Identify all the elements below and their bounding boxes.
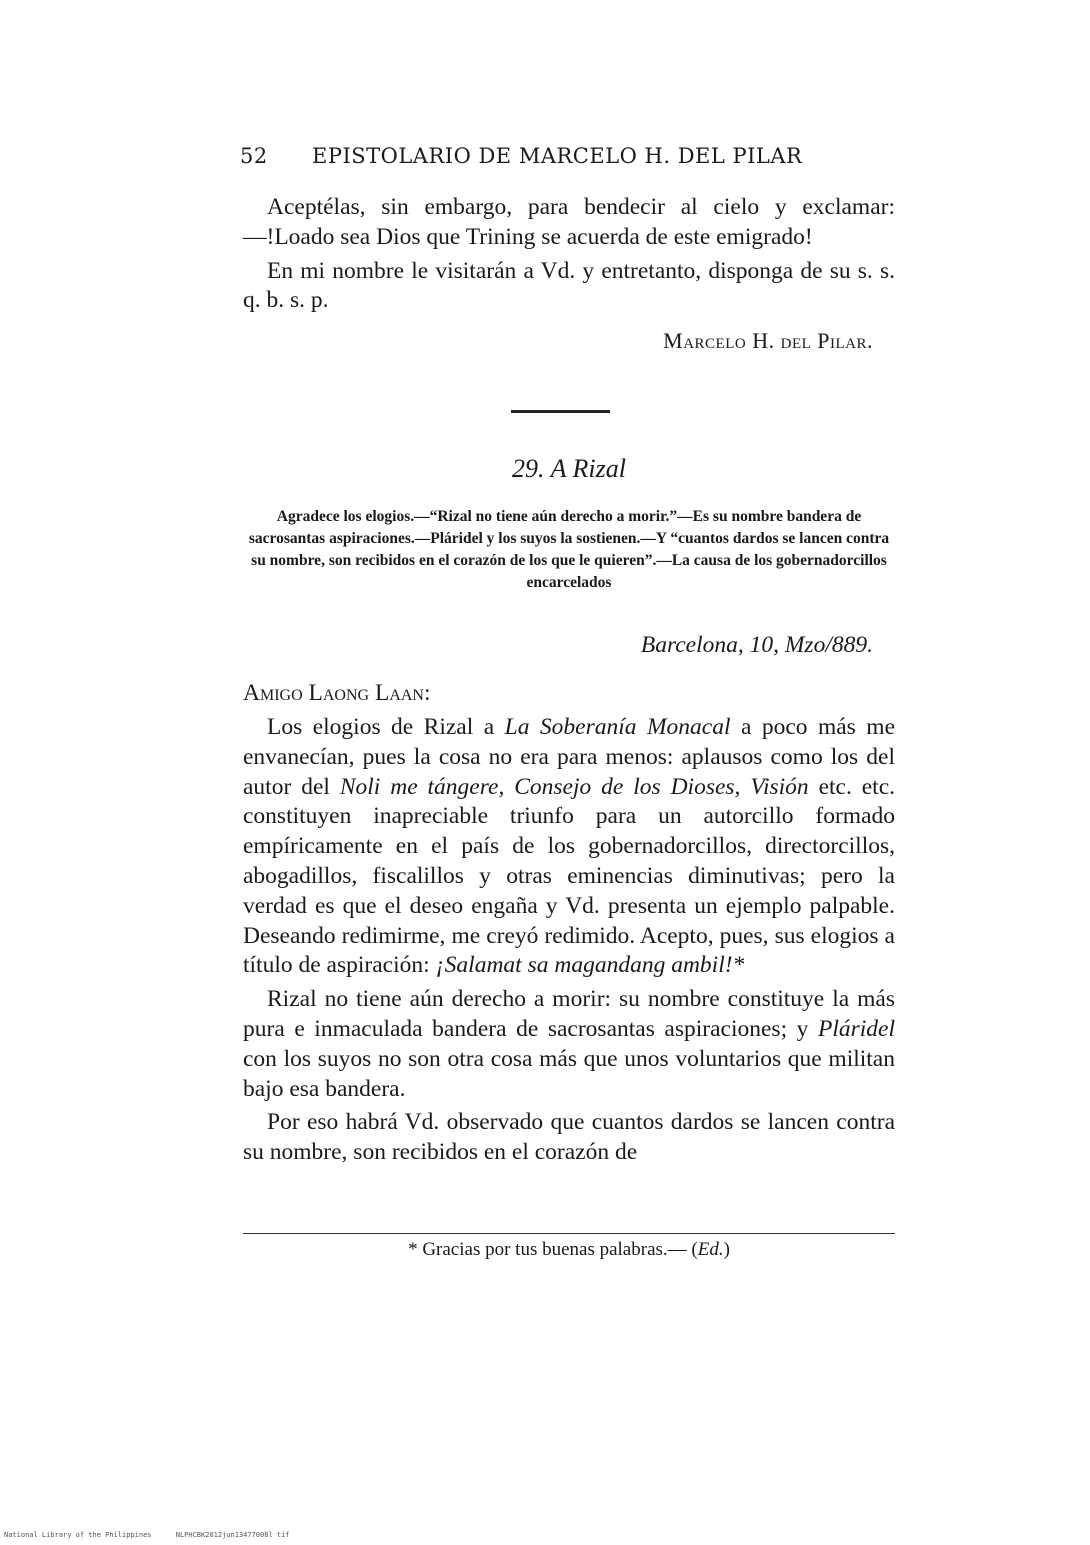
paragraph: Los elogios de Rizal a La Soberanía Monacal a poco más me envanecían, pues la cosa no era para menos: aplausos como los del autor del Noli me tángere, Consejo de los Dioses, Visión etc. etc. constituyen inapreciable triunfo para un autorcillo formado empíricamente en el país de los gobernadorcillos, directorcillos, abogadillos, fiscalillos y otras eminencias diminutivas; pero la verdad es que el deseo engaña y Vd. presenta un ejemplo palpable. Deseando redimirme, me creyó redimido. Acepto, pues, sus elogios a título de aspiración: ¡Salamat sa magandang ambil!*	[243, 714, 896, 979]
paragraph: Rizal no tiene aún derecho a morir: su nombre constituye la más pura e inmaculada bandera de sacrosantas aspiraciones; y Pláridel con los suyos no son otra cosa más que unos voluntarios que militan bajo esa bandera.	[243, 986, 895, 1102]
letter-title: 29. A Rizal	[512, 454, 626, 483]
scan-filename: NLPHCBK2012jun13477008l tif	[175, 1531, 290, 1539]
salutation: Amigo Laong Laan:	[243, 680, 431, 706]
paragraph: Por eso habrá Vd. observado que cuantos dardos se lancen contra su nombre, son recibidos en el corazón de	[243, 1109, 895, 1166]
running-title: EPISTOLARIO DE MARCELO H. DEL PILAR	[312, 144, 803, 168]
scan-footer	[4, 1531, 310, 1539]
letter-summary: Agradece los elogios.—“Rizal no tiene aún derecho a morir.”—Es su nombre bandera de sacrosantas aspiraciones.—Pláridel y los suyos la sostienen.—Y “cuantos dardos se lancen contra su nombre, son recibidos en el corazón de los que le quieren”.—La causa de los gobernadorcillos encarcelados	[248, 508, 890, 591]
paragraph: Aceptélas, sin embargo, para bendecir al cielo y exclamar: —!Loado sea Dios que Trining se acuerda de este emigrado!	[243, 194, 895, 250]
letter-body	[243, 713, 895, 1168]
section-divider	[511, 410, 610, 413]
footnote: * Gracias por tus buenas palabras.— (Ed.)	[408, 1239, 730, 1260]
paragraph: En mi nombre le visitarán a Vd. y entretanto, disponga de su s. s. q. b. s. p.	[243, 257, 895, 314]
footnote-rule	[243, 1233, 895, 1234]
dateline: Barcelona, 10, Mzo/889.	[640, 632, 873, 658]
signature: Marcelo H. del Pilar.	[663, 328, 873, 354]
previous-letter-ending	[243, 193, 895, 378]
page-number: 52	[240, 144, 268, 168]
page-header	[240, 144, 820, 168]
scan-source: National Library of the Philippines	[4, 1531, 152, 1539]
